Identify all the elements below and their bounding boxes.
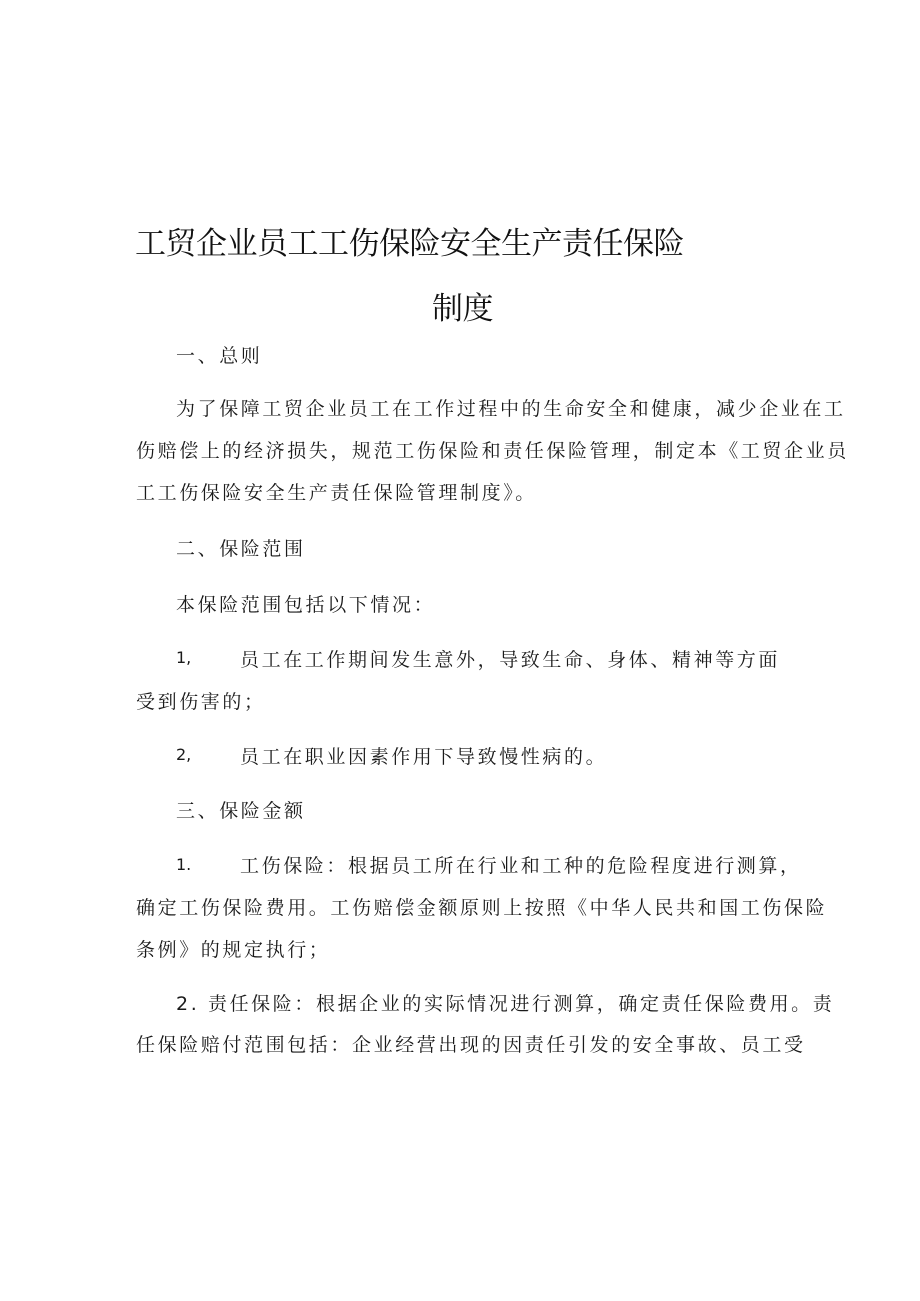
section-3-item-1-line-2: 确定工伤保险费用。工伤赔偿金额原则上按照《中华人民共和国工伤保险 xyxy=(136,897,828,919)
document-title-line-1: 工贸企业员工工伤保险安全生产责任保险 xyxy=(135,226,684,262)
section-3-heading: 三、保险金额 xyxy=(176,800,306,822)
section-2-item-1-line-1: 员工在工作期间发生意外，导致生命、身体、精神等方面 xyxy=(240,649,781,671)
section-1-paragraph-line-1: 为了保障工贸企业员工在工作过程中的生命安全和健康，减少企业在工 xyxy=(176,398,846,420)
section-1-heading: 一、总则 xyxy=(176,345,263,367)
section-3-item-2-line-1: 2. 责任保险：根据企业的实际情况进行测算，确定责任保险费用。责 xyxy=(176,993,835,1015)
section-2-item-1-line-2: 受到伤害的； xyxy=(136,691,266,713)
section-1-paragraph-line-2: 伤赔偿上的经济损失，规范工伤保险和责任保险管理，制定本《工贸企业员 xyxy=(136,440,849,462)
section-3-item-1-number: 1. xyxy=(176,855,192,874)
section-2-item-1-number: 1, xyxy=(176,648,192,667)
section-2-intro: 本保险范围包括以下情况： xyxy=(176,594,436,616)
section-3-item-1-line-1: 工伤保险：根据员工所在行业和工种的危险程度进行测算， xyxy=(240,855,802,877)
section-3-item-2-line-2: 任保险赔付范围包括：企业经营出现的因责任引发的安全事故、员工受 xyxy=(136,1034,806,1056)
section-3-item-1-line-3: 条例》的规定执行； xyxy=(136,939,331,961)
section-2-item-2-number: 2, xyxy=(176,745,192,764)
document-title-line-2: 制度 xyxy=(432,291,493,327)
section-1-paragraph-line-3: 工工伤保险安全生产责任保险管理制度》。 xyxy=(136,482,537,504)
section-2-heading: 二、保险范围 xyxy=(176,538,306,560)
section-2-item-2-line-1: 员工在职业因素作用下导致慢性病的。 xyxy=(240,746,608,768)
